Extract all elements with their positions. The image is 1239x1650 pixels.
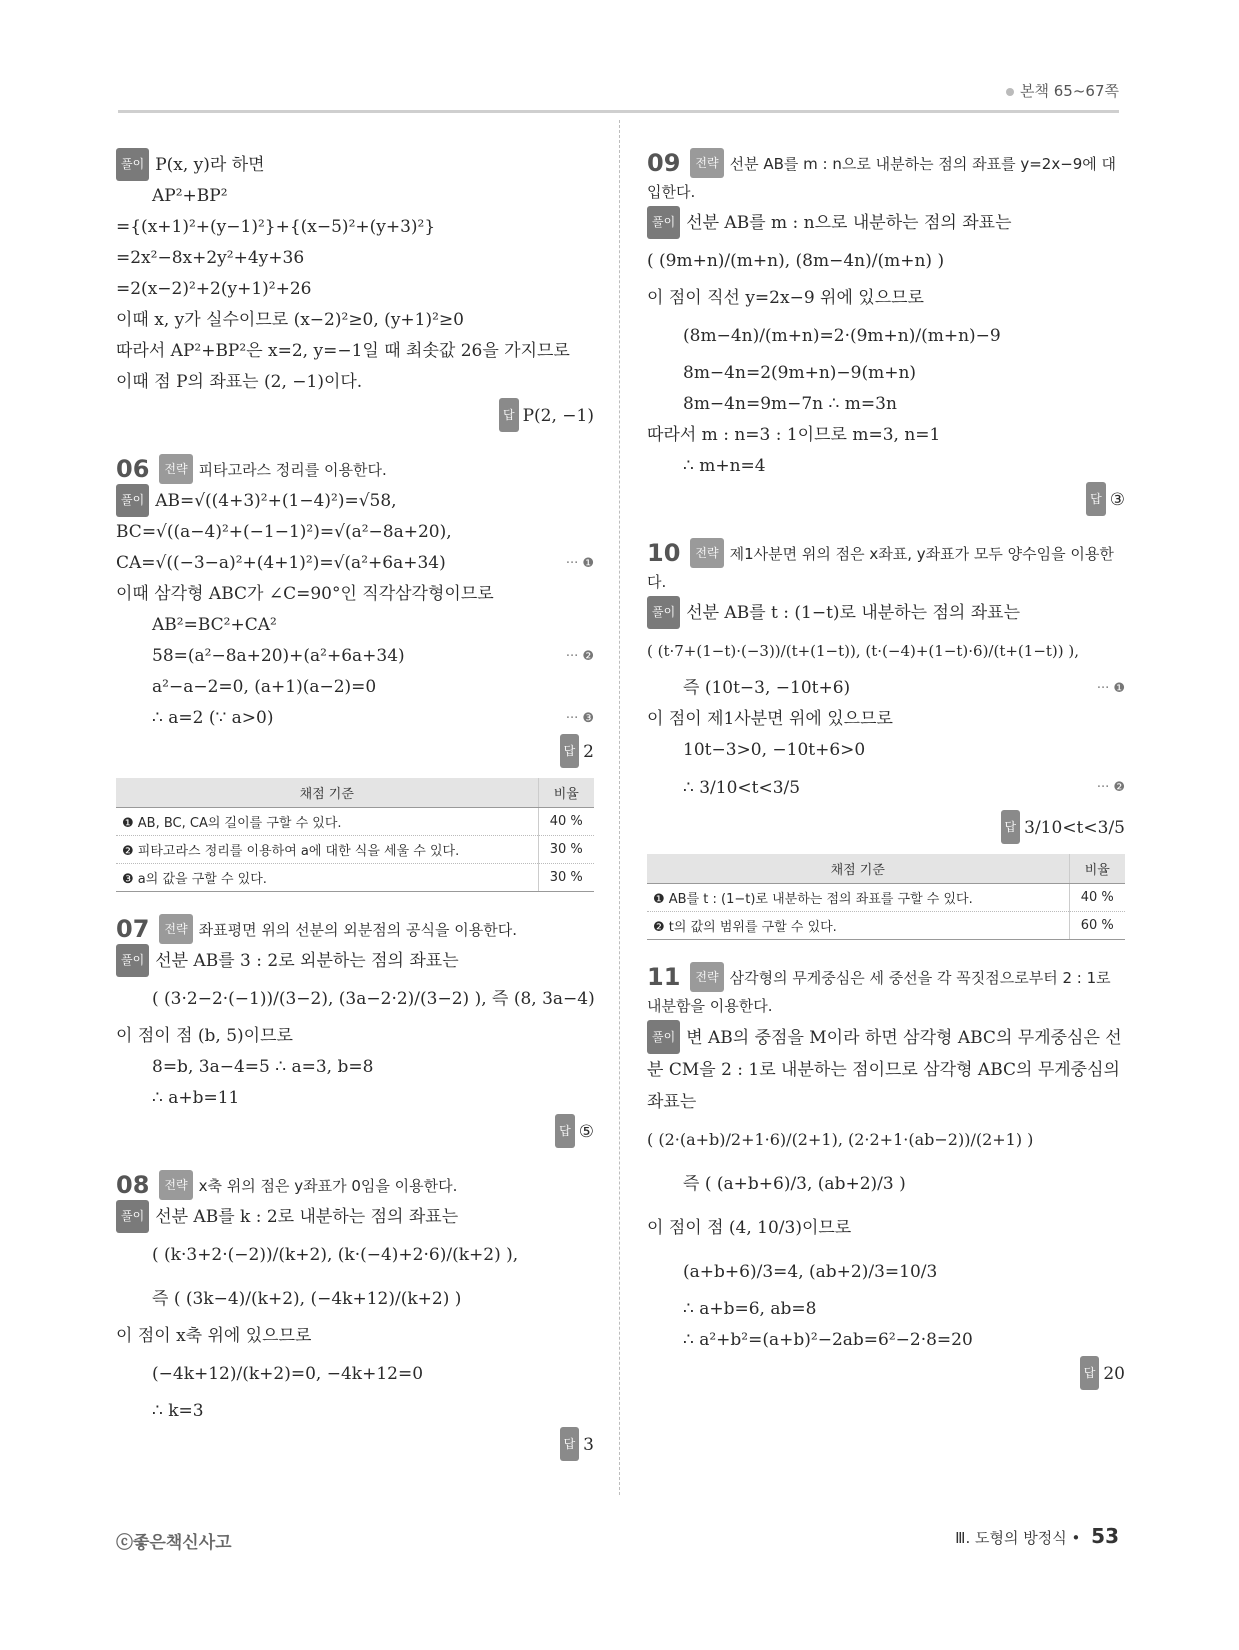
problem-08: 08 전략 x축 위의 점은 y좌표가 0임을 이용한다. 풀이 선분 AB를 k : 2로 내분하는 점의 좌표는 ( (k·3+2·(−2))/(k+2), (k·(−4)+2·6)/(k+2) ), 즉 ( (3k−4)/(k+2), (−4k+12)/(k+2) ) 이 점이 x축 위에 있으므로 (−4k+12)/(k+2)=0, −4k+12=0 ∴ k=3 답 3 (116, 1170, 594, 1461)
problem-number: 06 (116, 455, 150, 483)
problem-11: 11 전략 삼각형의 무게중심은 세 중선을 각 꼭짓점으로부터 2 : 1로 내분함을 이용한다. 풀이 변 AB의 중점을 M이라 하면 삼각형 ABC의 무게중심은 선분 CM을 2 : 1로 내분하는 점이므로 삼각형 ABC의 무게중심의 좌표는 ( (2·(a+b)/2+1·6)/(2+1), (2·2+1·(ab−2))/(2+1) ) 즉 ( (a+b+6)/3, (ab+2)/3 ) 이 점이 점 (4, 10/3)이므로 (a+b+6)/3=4, (ab+2)/3=10/3 ∴ a+b=6, ab=8 ∴ a²+b²=(a+b)²−2ab=6²−2·8=20 답 20 (647, 962, 1125, 1390)
page-reference: 본책 65~67쪽 (1006, 80, 1119, 101)
strategy-tag: 전략 (690, 538, 723, 568)
answer-06: 답 2 (116, 734, 594, 768)
problem-07: 07 전략 좌표평면 위의 선분의 외분점의 공식을 이용한다. 풀이 선분 AB를 3 : 2로 외분하는 점의 좌표는 ( (3·2−2·(−1))/(3−2), (3a−2·2)/(3−2) ), 즉 (8, 3a−4) 이 점이 점 (b, 5)이므로 8=b, 3a−4=5 ∴ a=3, b=8 ∴ a+b=11 답 ⑤ (116, 914, 594, 1148)
publisher-logo: ⓒ좋은책신사고 (116, 1533, 232, 1553)
solution-tag: 풀이 (647, 596, 680, 629)
answer-05: 답 P(2, −1) (116, 398, 594, 432)
problem-05: 풀이 P(x, y)라 하면 AP²+BP² ={(x+1)²+(y−1)²}+{(x−5)²+(y+3)²} =2x²−8x+2y²+4y+36 =2(x−2)²+2(y+1)²+26 이때 x, y가 실수이므로 (x−2)²≥0, (y+1)²≥0 따라서 AP²+BP²은 x=2, y=−1일 때 최솟값 26을 가지므로 이때 점 P의 좌표는 (2, −1)이다. 답 P(2, −1) (116, 148, 594, 432)
answer-10: 답 3/10<t<3/5 (647, 810, 1125, 844)
answer-11: 답 20 (647, 1356, 1125, 1390)
strategy-tag: 전략 (690, 962, 723, 992)
answer-09: 답 ③ (647, 482, 1125, 516)
table-row: ❶ AB를 t : (1−t)로 내분하는 점의 좌표를 구할 수 있다. 40 % (647, 884, 1125, 912)
solution-tag: 풀이 (116, 1200, 149, 1233)
page-footer: Ⅲ. 도형의 방정식 • 53 (955, 1524, 1119, 1548)
problem-09: 09 전략 선분 AB를 m : n으로 내분하는 점의 좌표를 y=2x−9에 대입한다. 풀이 선분 AB를 m : n으로 내분하는 점의 좌표는 ( (9m+n)/(m+n), (8m−4n)/(m+n) ) 이 점이 직선 y=2x−9 위에 있으므로 (8m−4n)/(m+n)=2·(9m+n)/(m+n)−9 8m−4n=2(9m+n)−9(m+n) 8m−4n=9m−7n ∴ m=3n 따라서 m : n=3 : 1이므로 m=3, n=1 ∴ m+n=4 답 ③ (647, 148, 1125, 516)
strategy-tag: 전략 (159, 1170, 192, 1200)
step-mark: ··· ❶ (1096, 681, 1125, 696)
grading-criteria-table: 채점 기준 비율 ❶ AB, BC, CA의 길이를 구할 수 있다. 40 % ❷ 피타고라스 정리를 이용하여 a에 대한 식을 세울 수 있다. 30 % ❸ a의 값을 구할 수 있다. 30 % (116, 778, 594, 892)
problem-number: 10 (647, 539, 681, 567)
solution-tag: 풀이 (647, 206, 680, 239)
step-mark: ··· ❷ (565, 649, 594, 664)
table-row: ❷ t의 값의 범위를 구할 수 있다. 60 % (647, 912, 1125, 940)
column-divider (619, 120, 620, 1495)
table-row: ❸ a의 값을 구할 수 있다. 30 % (116, 864, 594, 892)
solution-tag: 풀이 (116, 944, 149, 977)
table-row: ❶ AB, BC, CA의 길이를 구할 수 있다. 40 % (116, 808, 594, 836)
problem-06: 06 전략 피타고라스 정리를 이용한다. 풀이 AB=√((4+3)²+(1−4)²)=√58, BC=√((a−4)²+(−1−1)²)=√(a²−8a+20), CA=√((−3−a)²+(4+1)²)=√(a²+6a+34) ··· ❶ 이때 삼각형 ABC가 ∠C=90°인 직각삼각형이므로 AB²=BC²+CA² 58=(a²−8a+20)+(a²+6a+34) ··· ❷ a²−a−2=0, (a+1)(a−2)=0 ∴ a=2 (∵ a>0) ··· ❸ 답 2 채점 기준 비율 ❶ AB, BC, CA의 길이를 구할 수 있다. 40 % ❷ 피타고라스 정리를 이용하여 a에 대한 식을 세울 수 있다. 30 % ❸ a의 값을 구할 수 있다. 30 % (116, 454, 594, 892)
step-mark: ··· ❶ (565, 556, 594, 571)
problem-10: 10 전략 제1사분면 위의 점은 x좌표, y좌표가 모두 양수임을 이용한다. 풀이 선분 AB를 t : (1−t)로 내분하는 점의 좌표는 ( (t·7+(1−t)·(−3))/(t+(1−t)), (t·(−4)+(1−t)·6)/(t+(1−t)) ), 즉 (10t−3, −10t+6) ··· ❶ 이 점이 제1사분면 위에 있으므로 10t−3>0, −10t+6>0 ∴ 3/10<t<3/5 ··· ❷ 답 3/10<t<3/5 채점 기준 비율 ❶ AB를 t : (1−t)로 내분하는 점의 좌표를 구할 수 있다. 40 % ❷ t의 값의 범위를 구할 수 있다. 60 % (647, 538, 1125, 940)
strategy-tag: 전략 (159, 454, 192, 484)
answer-07: 답 ⑤ (116, 1114, 594, 1148)
strategy-tag: 전략 (690, 148, 723, 178)
solution-tag: 풀이 (116, 484, 149, 517)
header-rule (118, 110, 1119, 113)
step-mark: ··· ❷ (1096, 780, 1125, 795)
solution-tag: 풀이 (647, 1020, 680, 1054)
step-mark: ··· ❸ (565, 711, 594, 726)
problem-number: 11 (647, 963, 681, 991)
right-column (647, 148, 1125, 1390)
table-row: ❷ 피타고라스 정리를 이용하여 a에 대한 식을 세울 수 있다. 30 % (116, 836, 594, 864)
grading-criteria-table: 채점 기준 비율 ❶ AB를 t : (1−t)로 내분하는 점의 좌표를 구할 수 있다. 40 % ❷ t의 값의 범위를 구할 수 있다. 60 % (647, 854, 1125, 940)
strategy-tag: 전략 (159, 914, 192, 944)
problem-number: 09 (647, 149, 681, 177)
problem-number: 08 (116, 1171, 150, 1199)
answer-08: 답 3 (116, 1427, 594, 1461)
left-column (116, 148, 594, 1461)
bullet-icon (1006, 88, 1014, 96)
page-number: 53 (1091, 1524, 1119, 1548)
problem-number: 07 (116, 915, 150, 943)
solution-tag: 풀이 (116, 148, 149, 181)
